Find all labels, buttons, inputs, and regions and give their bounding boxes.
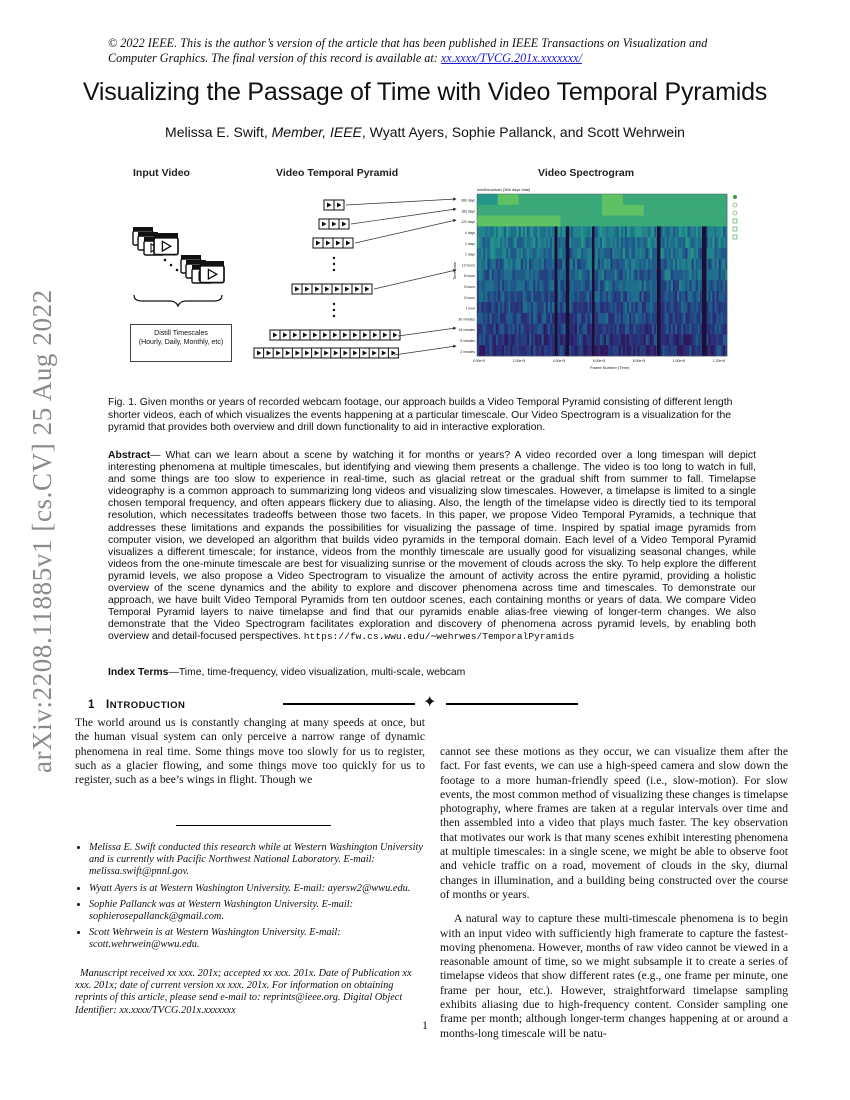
spectrogram-x-tick: 8.00e+5 xyxy=(632,359,646,363)
distill-line-1: Distill Timescales xyxy=(154,330,208,337)
abstract-label: Abstract xyxy=(108,450,151,461)
spectrogram-row-label: 366 days xyxy=(461,198,475,203)
author-1-membership: Member, IEEE xyxy=(271,124,362,140)
spectrogram-row-label: 12 hours xyxy=(461,263,475,268)
doi-link[interactable]: xx.xxxx/TVCG.201x.xxxxxxx/ xyxy=(440,51,582,65)
pyramid-level-1 xyxy=(324,200,344,210)
footnote-rule xyxy=(176,825,331,826)
pyramid-level-3 xyxy=(313,238,353,248)
index-terms xyxy=(108,667,756,678)
author-list xyxy=(0,124,850,140)
brace-icon xyxy=(134,295,222,306)
right-column-text xyxy=(440,745,788,1041)
arxiv-sidebar-id: arXiv:2208.11885v1 [cs.CV] 25 Aug 2022 xyxy=(27,289,57,773)
pyramid-level-2 xyxy=(319,219,349,229)
distill-line-2: (Hourly, Daily, Monthly, etc) xyxy=(138,339,224,346)
spectrogram-toolbar xyxy=(733,195,737,239)
project-url[interactable]: https://fw.cs.wwu.edu/∼wehrwes/TemporalPyramids xyxy=(303,631,575,643)
pyramid-ellipsis-lower xyxy=(333,303,335,317)
spectrogram-ylabel: Timescale xyxy=(452,261,457,280)
index-terms-label: Index Terms xyxy=(108,667,169,678)
footnote-item: • Melissa E. Swift conducted this research while at Western Washington University and is currently with Pacific Northwest National Laboratory. E-mail: melissa.swift@pnnl.gov. xyxy=(89,842,425,879)
spectrogram-row-label: 3 hours xyxy=(463,284,475,289)
separator-right xyxy=(446,703,578,705)
figure-caption: Fig. 1. Given months or years of recorded webcam footage, our approach builds a Video Temporal Pyramid consisting of different length shorter videos, each of which visualizes the events happening at a particular timescale. Our Video Spectrogram is a visualization for the pyramid that provides both overview and drill down functionality to aid in interactive exploration. xyxy=(108,397,733,434)
pyramid-ellipsis-upper xyxy=(333,257,335,271)
input-video-ellipsis-icon xyxy=(164,259,179,272)
spectrogram-x-tick: 0.00e+0 xyxy=(472,359,486,363)
separator-left xyxy=(283,703,415,705)
spectrogram-x-tick: 6.00e+5 xyxy=(592,359,606,363)
footnote-item: • Wyatt Ayers is at Western Washington University. E-mail: ayersw2@wwu.edu. xyxy=(89,883,425,895)
spectrogram-x-tick: 1.00e+6 xyxy=(672,359,686,363)
spectrogram-row-label: 1 days xyxy=(465,252,475,257)
spectrogram-x-tick: 4.00e+5 xyxy=(552,359,566,363)
abstract-text: — What can we learn about a scene by watching it for months or years? A video recorded over a long timespan will depict interesting phenomena at multiple timescales, but identifying and viewing them presents a challenge. The video is too long to watch in full, and some things are too slow to experience in real-time, such as glacial retreat or the gradual shift from summer to fall. Timelapse videography is a common approach to summarizing long videos and visualizing slow timescales. However, a timelapse is limited to a single chosen temporal frequency, and often appears flickery due to aliasing. Also, the length of the timelapse video is directly tied to its temporal resolution, which necessitates tradeoffs between those two facets. In this paper, we propose Video Temporal Pyramids, a technique that addresses these limitations and expands the possibilities for visualizing the passage of time. Inspired by spatial image pyramids from computer vision, we developed an algorithm that builds video pyramids in the temporal domain. Each level of a Video Temporal Pyramid visualizes a different timescale; for instance, videos from the monthly timescale are usually good for visualizing seasonal changes, while videos from the one-minute timescale are best for visualizing sunrise or the movement of clouds across the sky. To help explore the different pyramid levels, we also propose a Video Spectrogram to visualize the amount of activity across the entire pyramid, providing a holistic overview of the scene dynamics and the ability to explore and discover phenomena across time and timescales. To demonstrate our approach, we have built Video Temporal Pyramids from ten outdoor scenes, each containing months or years of data. We compare Video Temporal Pyramid layers to naive timelapse and find that our pyramids enable alias-free viewing of longer-term changes. We also demonstrate that the Video Spectrogram facilitates exploration and discovery of phenomena across pyramid levels, by enabling both overview and detail-focused perspectives. xyxy=(108,450,756,643)
spectrogram-row-label: 2 hours xyxy=(463,295,475,300)
spectrogram-row-labels xyxy=(458,199,475,354)
page-number: 1 xyxy=(422,1018,428,1032)
index-terms-text: —Time, time-frequency, video visualization, multi-scale, webcam xyxy=(168,667,466,678)
separator-diamond-icon: ✦ xyxy=(423,694,437,711)
other-authors: , Wyatt Ayers, Sophie Pallanck, and Scott Wehrwein xyxy=(361,124,685,140)
figure-label-input-video: Input Video xyxy=(133,167,190,179)
section-heading xyxy=(88,699,185,711)
section-title-initial: I xyxy=(106,699,110,711)
spectrogram-row-label: 6 hours xyxy=(463,274,475,279)
spectrogram-row-label: 4 days xyxy=(465,230,475,235)
footnote-item: • Scott Wehrwein is at Western Washington University. E-mail: scott.wehrwein@wwu.edu. xyxy=(89,927,425,951)
figure-label-spectrogram: Video Spectrogram xyxy=(538,167,635,179)
pyramid-level-6 xyxy=(254,348,398,358)
spectrogram-row-label: 5 minutes xyxy=(460,338,475,343)
spectrogram-x-tick: 2.00e+5 xyxy=(512,359,526,363)
spectrogram-row-label: 122 days xyxy=(461,220,475,225)
distill-timescales-box xyxy=(130,324,232,362)
spectrogram-row-label: 2 minutes xyxy=(460,349,475,354)
intro-paragraph-1: The world around us is constantly changing at many speeds at once, but the human visual system can only perceive a narrow range of dynamic phenomena in real time. Some things move too slowly for us to register, such as a glacier flowing, and some things move too quickly for us to register, such as a bee’s wings in flight. Though we xyxy=(75,716,425,787)
figure-label-pyramid: Video Temporal Pyramid xyxy=(276,167,399,179)
spectrogram-row-label: 15 minutes xyxy=(458,328,475,333)
author-1: Melissa E. Swift, xyxy=(165,124,272,140)
input-video-icon-2 xyxy=(181,255,224,283)
footnote-item: • Sophie Pallanck was at Western Washington University. E-mail: sophierosepallanck@gmail.com. xyxy=(89,899,425,923)
spectrogram-title: windMountain (366 days total) xyxy=(477,187,531,192)
spectrogram-row-label: 30 minutes xyxy=(458,317,475,322)
copyright-notice xyxy=(108,36,758,66)
spectrogram-x-ticks xyxy=(473,359,725,363)
spectrogram-row-label: 1 hour xyxy=(465,306,475,311)
paper-title: Visualizing the Passage of Time with Video Temporal Pyramids xyxy=(82,78,768,106)
section-number: 1 xyxy=(88,699,95,711)
intro-paragraph-2: A natural way to capture these multi-timescale phenomena is to begin with an input video with sufficiently high framerate to capture the fastest-moving phenomena. However, months of raw video cannot be viewed in a reasonable amount of time, so we might subsample it to create a series of timelapse videos that show different rates (e.g., one frame per minute, one frame per hour, etc.). However, straightforward timelapse sampling exhibits aliasing due to high-frequency content. Consider sampling one frame per month; although longer-term changes happening at or around a months-long timescale will be natu- xyxy=(440,912,788,1040)
spectrogram-xlabel: Frame Number (Time) xyxy=(590,365,630,370)
section-title-rest: NTRODUCTION xyxy=(109,700,186,711)
spectrogram-heatmap xyxy=(477,194,727,356)
copyright-notice-text: © 2022 IEEE. This is the author’s version of the article that has been published in IEEE Transactions on Visualization and Computer Graphics. The final version of this record is available at: xyxy=(108,36,708,65)
left-column-text xyxy=(75,716,425,787)
intro-paragraph-continued: cannot see these motions as they occur, we can visualize them after the fact. For fast events, we can use a high-speed camera and slow down the footage to a more human-friendly speed (i.e., slow-motion). For slow events, the most common method of visualizing these changes is timelapse photography, where frames are taken at a regular intervals over time and then assembled into a video that plays much faster. The key observation that motivates our work is that many scenes exhibit interesting phenomena at multiple timescales: in a single scene, we might be able to observe foot and vehicle traffic on a road, movement of clouds in the sky, diurnal changes in illumination, and a building being constructed over the course of months or years. xyxy=(440,745,788,901)
author-footnotes xyxy=(75,842,425,956)
spectrogram-row-label: 183 days xyxy=(461,209,475,214)
pyramid-level-5 xyxy=(270,330,400,340)
abstract xyxy=(108,450,756,644)
input-video-icon-1 xyxy=(133,227,178,255)
spectrogram-x-tick: 1.20e+6 xyxy=(712,359,726,363)
spectrogram-row-label: 2 days xyxy=(465,241,475,246)
pyramid-level-4 xyxy=(292,284,372,294)
manuscript-info: Manuscript received xx xxx. 201x; accepted xx xxx. 201x. Date of Publication xx xxx. 201x; date of current version xx xxx. 201x. For information on obtaining reprints of this article, please send e-mail to: reprints@ieee.org. Digital Object Identifier: xx.xxxx/TVCG.201x.xxxxxxx xyxy=(75,968,412,1016)
